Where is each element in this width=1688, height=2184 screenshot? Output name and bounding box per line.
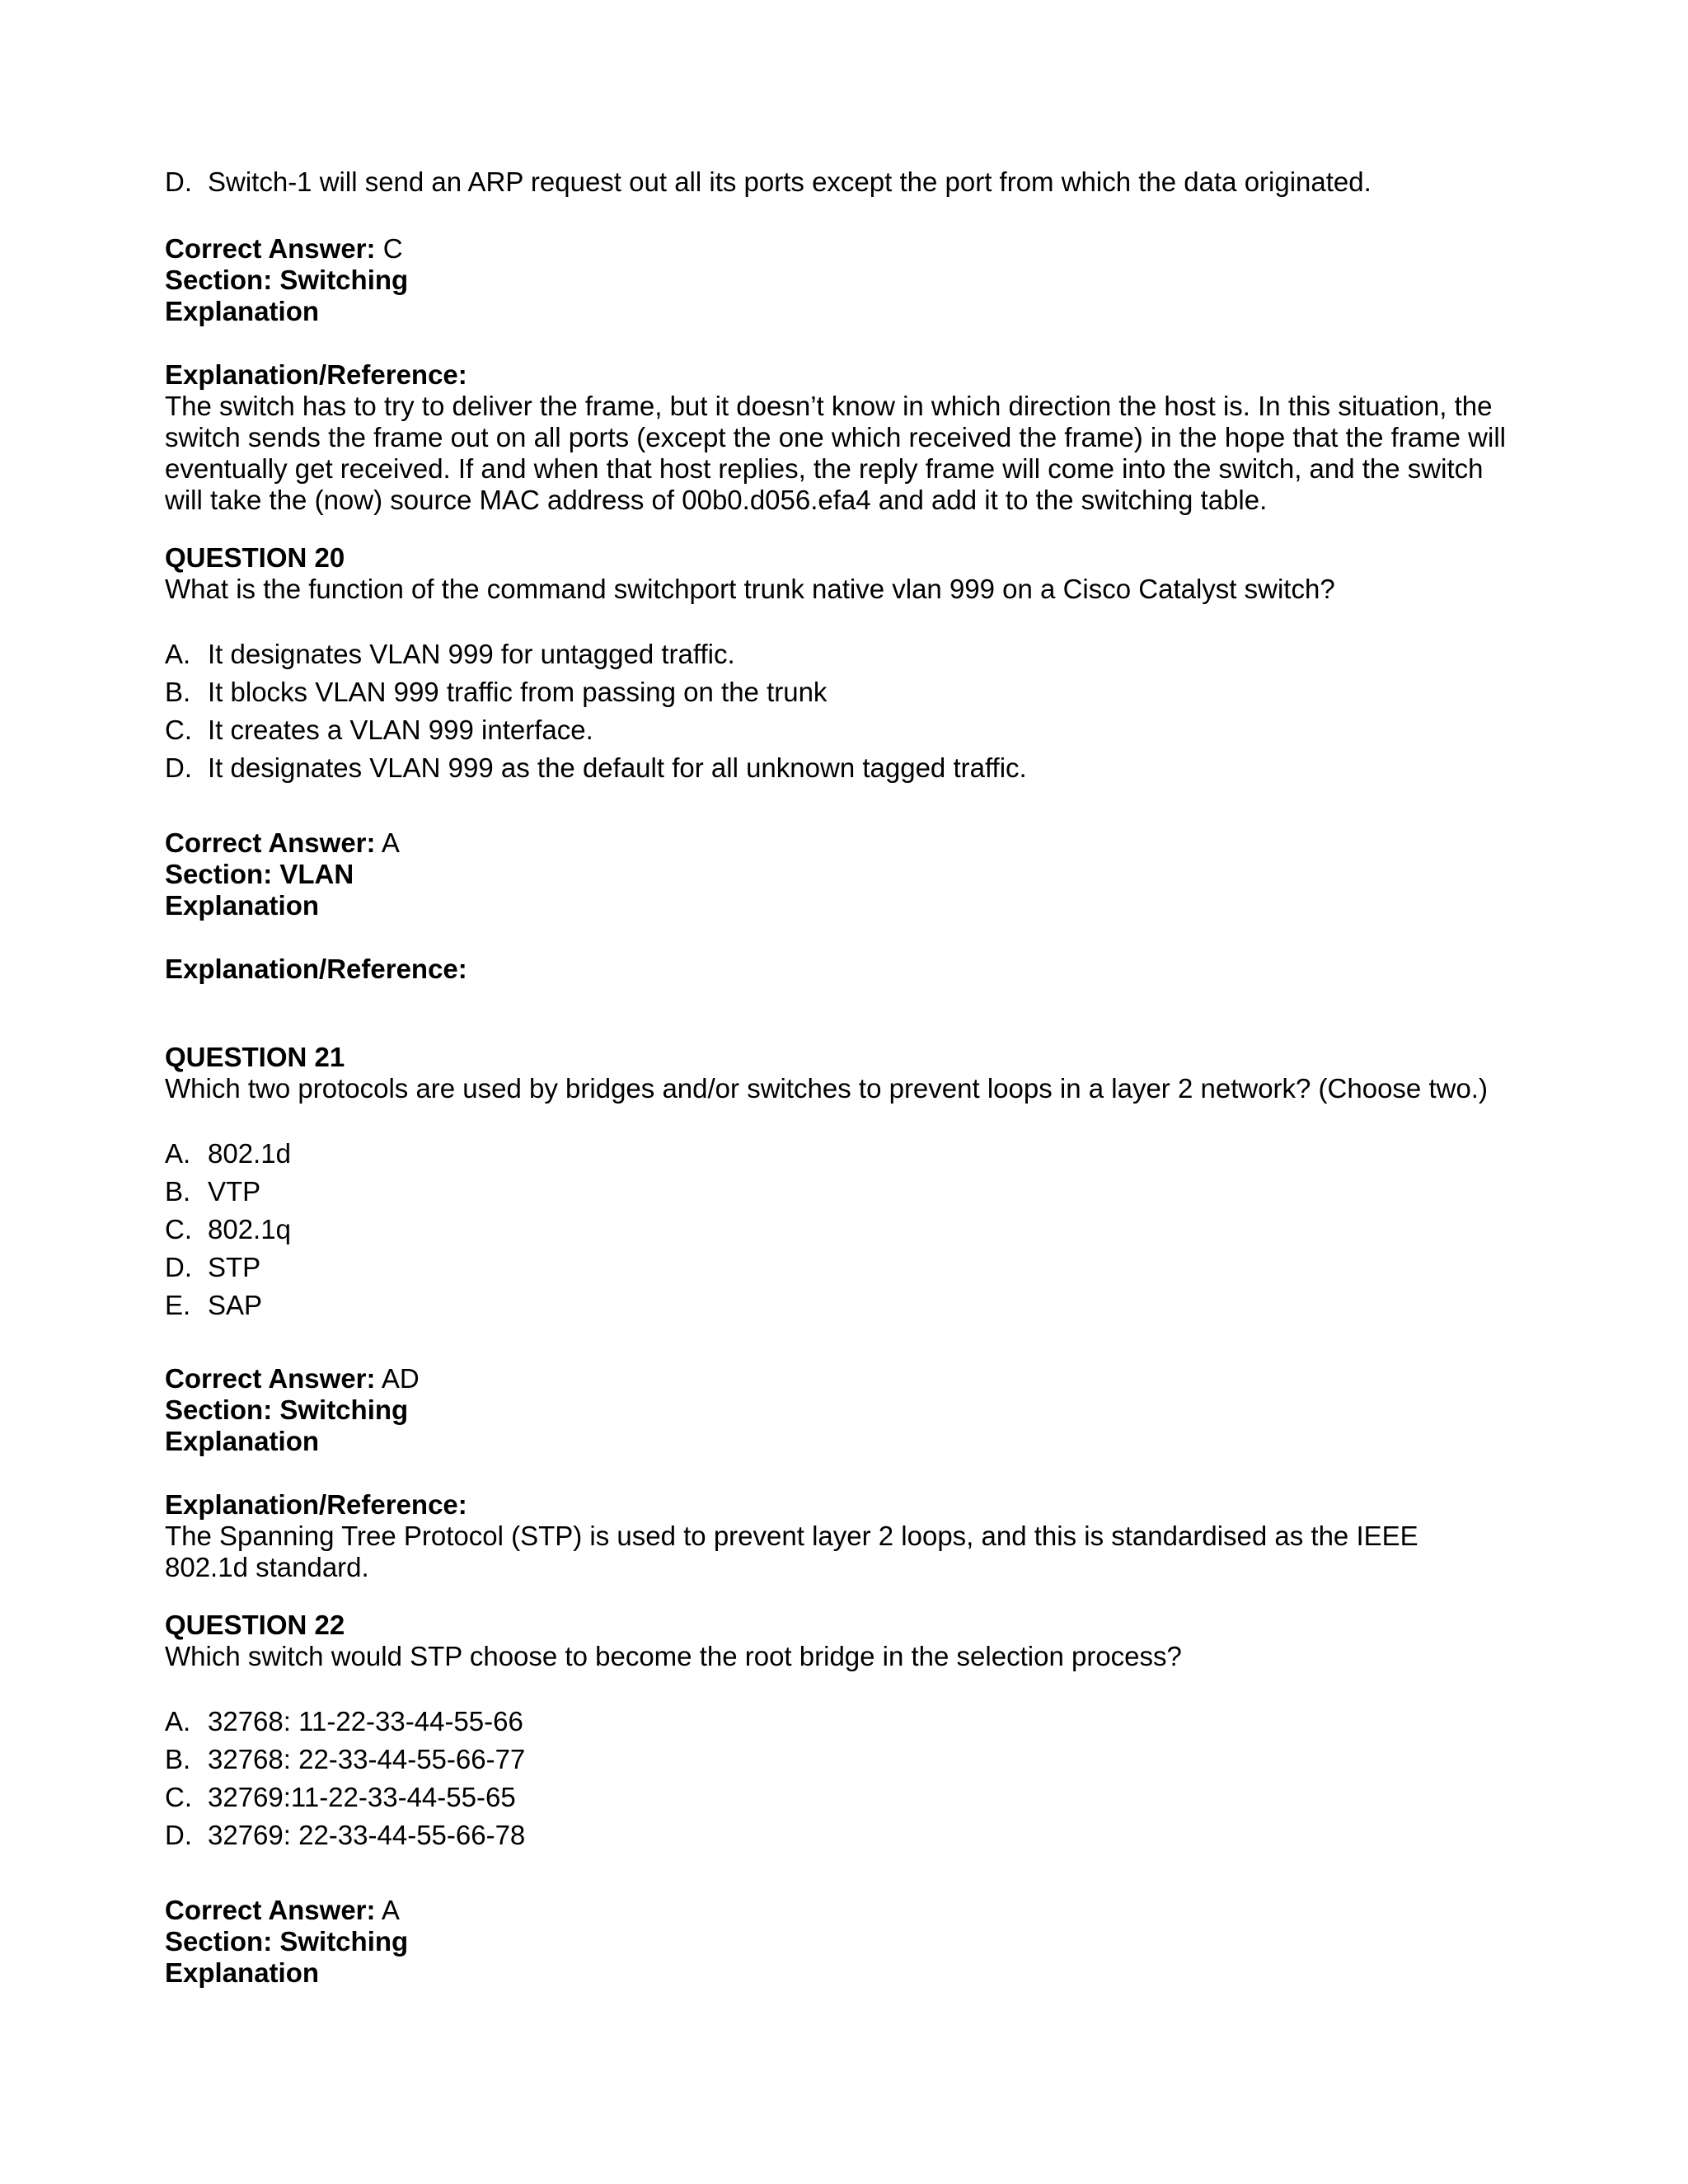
explanation-label: Explanation: [165, 296, 320, 326]
option-e: [165, 1290, 1517, 1321]
option-a: [165, 1706, 1517, 1737]
option-letter: E.: [165, 1290, 191, 1320]
correct-answer-label: Correct Answer:: [165, 827, 376, 858]
option-text: It designates VLAN 999 as the default for all unknown tagged traffic.: [208, 752, 1027, 783]
option-text: Switch-1 will send an ARP request out all its ports except the port from which the data originated.: [208, 166, 1372, 197]
q22-answer-block: [165, 1895, 1517, 1989]
option-text: 32768: 11-22-33-44-55-66: [208, 1706, 523, 1736]
option-text: 32768: 22-33-44-55-66-77: [208, 1744, 526, 1774]
question-title: QUESTION 20: [165, 542, 345, 573]
correct-answer-value: C: [382, 233, 403, 264]
option-text: SAP: [208, 1290, 263, 1320]
option-text: STP: [208, 1252, 261, 1282]
option-letter: B.: [165, 677, 191, 707]
q21-answer-block: [165, 1363, 1517, 1457]
explanation-label: Explanation: [165, 1426, 320, 1456]
explanation-label: Explanation: [165, 1957, 320, 1988]
explanation-text: The switch has to try to deliver the frame, but it doesn’t know in which direction the host is. In this situation, the switch sends the frame out on all ports (except the one which received the frame) in the hope that the frame will eventually get received. If and when that host replies, the reply frame will come into the switch, and the switch will take the (now) source MAC address of 00b0.d056.efa4 and add it to the switching table.: [165, 391, 1507, 515]
q19-option-d: [165, 166, 1517, 198]
correct-answer-value: A: [381, 827, 400, 858]
section-label: Section: Switching: [165, 265, 409, 295]
explanation-reference-label: Explanation/Reference:: [165, 1489, 467, 1520]
correct-answer-label: Correct Answer:: [165, 233, 376, 264]
option-b: [165, 1744, 1517, 1775]
question-text: Which switch would STP choose to become the root bridge in the selection process?: [165, 1641, 1182, 1671]
option-letter: B.: [165, 1744, 191, 1774]
option-c: [165, 715, 1517, 746]
q20-header: [165, 542, 1517, 605]
option-letter: A.: [165, 639, 191, 669]
option-text: 802.1d: [208, 1138, 291, 1169]
option-text: It creates a VLAN 999 interface.: [208, 715, 593, 745]
q21-options: [165, 1138, 1517, 1321]
option-text: It blocks VLAN 999 traffic from passing on the trunk: [208, 677, 828, 707]
explanation-reference-label: Explanation/Reference:: [165, 359, 467, 390]
option-letter: D.: [165, 752, 192, 783]
q20-explanation-block: [165, 954, 1517, 985]
question-text: What is the function of the command switchport trunk native vlan 999 on a Cisco Catalyst switch?: [165, 574, 1335, 604]
option-text: 32769: 22-33-44-55-66-78: [208, 1820, 526, 1850]
option-a: [165, 639, 1517, 670]
correct-answer-value: AD: [381, 1363, 420, 1394]
option-d: [165, 1820, 1517, 1851]
option-b: [165, 677, 1517, 708]
explanation-label: Explanation: [165, 890, 320, 921]
option-letter: C.: [165, 715, 192, 745]
correct-answer-value: A: [381, 1895, 400, 1925]
q21-explanation-block: [165, 1489, 1517, 1583]
option-letter: B.: [165, 1176, 191, 1207]
question-text: Which two protocols are used by bridges and/or switches to prevent loops in a layer 2 network? (Choose two.): [165, 1073, 1488, 1104]
option-b: [165, 1176, 1517, 1207]
option-letter: C.: [165, 1214, 192, 1244]
explanation-reference-label: Explanation/Reference:: [165, 954, 467, 984]
option-text: It designates VLAN 999 for untagged traffic.: [208, 639, 735, 669]
option-c: [165, 1782, 1517, 1813]
option-text: VTP: [208, 1176, 261, 1207]
question-title: QUESTION 22: [165, 1610, 345, 1640]
option-d: [165, 752, 1517, 784]
option-letter: D.: [165, 1252, 192, 1282]
q22-header: [165, 1610, 1517, 1672]
option-c: [165, 1214, 1517, 1245]
option-d: [165, 1252, 1517, 1283]
option-letter: A.: [165, 1138, 191, 1169]
section-label: Section: Switching: [165, 1926, 409, 1957]
option-text: 32769:11-22-33-44-55-65: [208, 1782, 516, 1812]
correct-answer-label: Correct Answer:: [165, 1895, 376, 1925]
option-text: 802.1q: [208, 1214, 291, 1244]
q20-options: [165, 639, 1517, 784]
correct-answer-label: Correct Answer:: [165, 1363, 376, 1394]
question-title: QUESTION 21: [165, 1042, 345, 1072]
q19-explanation-block: [165, 359, 1517, 516]
q19-answer-block: [165, 233, 1517, 327]
option-letter: C.: [165, 1782, 192, 1812]
q20-answer-block: [165, 827, 1517, 921]
section-label: Section: Switching: [165, 1394, 409, 1425]
section-label: Section: VLAN: [165, 859, 354, 889]
option-letter: D.: [165, 166, 192, 197]
explanation-text: The Spanning Tree Protocol (STP) is used to prevent layer 2 loops, and this is standardised as the IEEE 802.1d standard.: [165, 1521, 1418, 1582]
option-letter: A.: [165, 1706, 191, 1736]
q21-header: [165, 1042, 1517, 1104]
q22-options: [165, 1706, 1517, 1851]
option-a: [165, 1138, 1517, 1169]
option-letter: D.: [165, 1820, 192, 1850]
